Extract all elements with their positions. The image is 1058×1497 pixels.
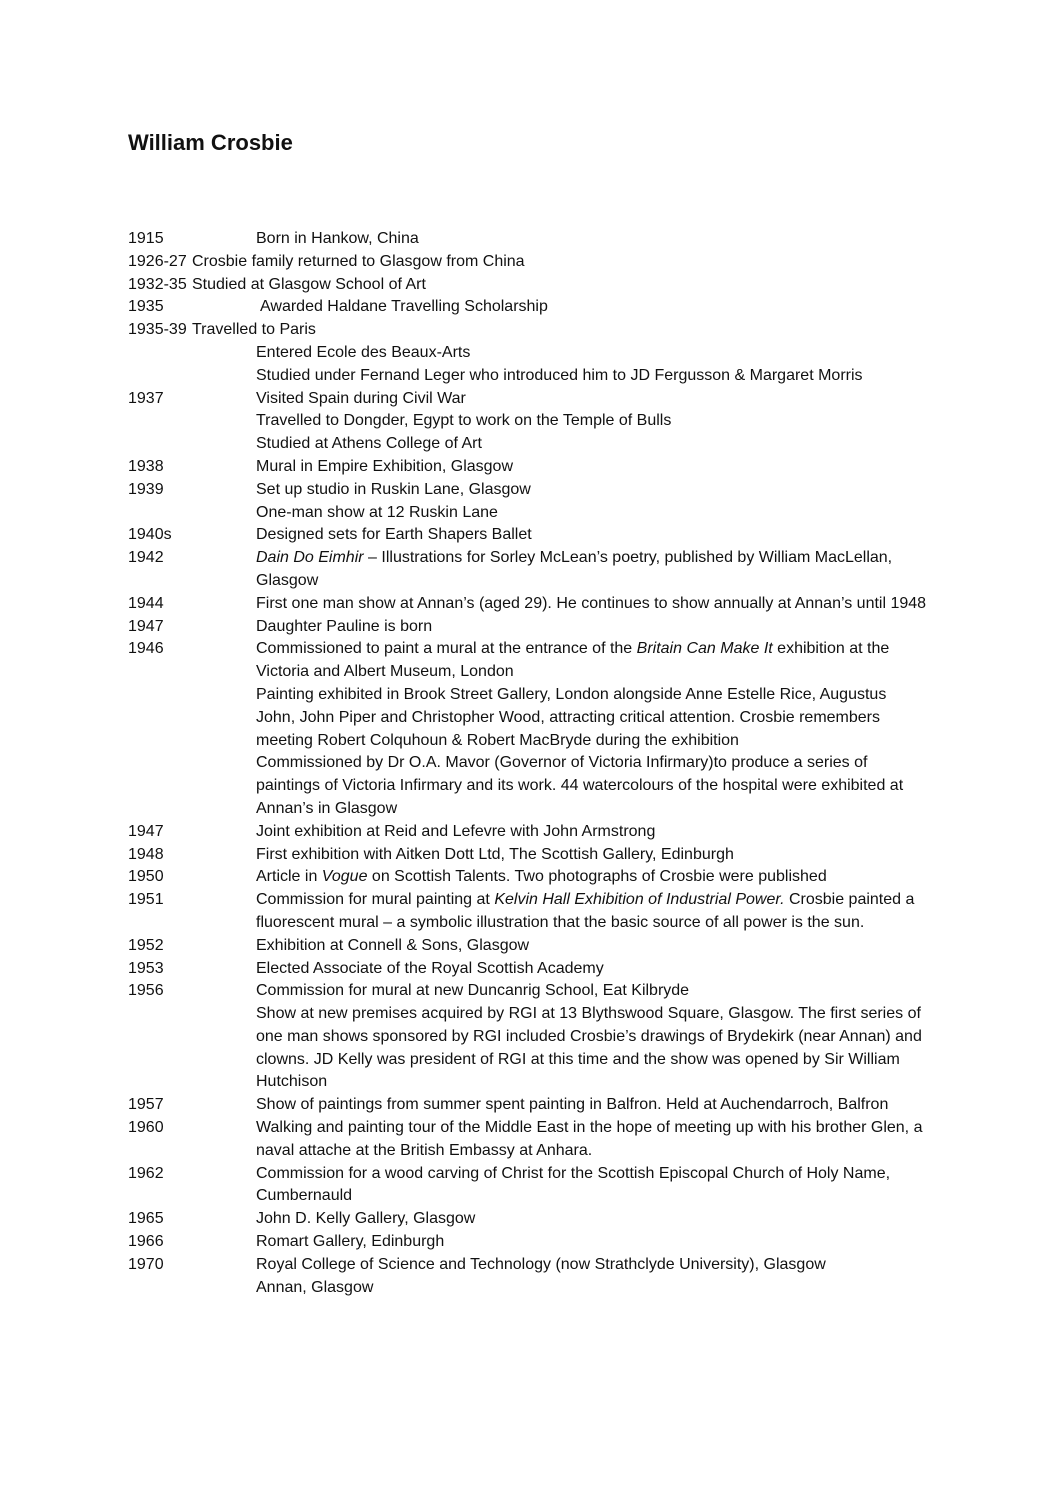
entry-year: 1940s	[128, 526, 172, 544]
entry-text: Studied at Glasgow School of Art	[192, 275, 426, 293]
entry-year	[128, 1277, 256, 1300]
timeline-entry	[128, 638, 928, 684]
timeline-entry	[128, 274, 928, 297]
entry-text: Royal College of Science and Technology (now Strathclyde University), Glasgow	[256, 1255, 826, 1273]
entry-text-italic: Kelvin Hall Exhibition of Industrial Power.	[494, 891, 785, 909]
timeline-entry	[128, 228, 928, 251]
timeline-entry	[128, 1208, 928, 1231]
entry-year	[128, 1003, 256, 1026]
entry-year: 1935	[128, 298, 164, 316]
entry-year: 1970	[128, 1255, 164, 1273]
entry-text-rest: Crosbie painted a fluorescent mural – a symbolic illustration that the basic source of all power is the sun.	[256, 891, 915, 931]
entry-year	[128, 365, 256, 388]
entry-text: Commission for mural at new Duncanrig School, Eat Kilbryde	[256, 982, 690, 1000]
entry-year: 1942	[128, 549, 164, 567]
entry-year: 1965	[128, 1210, 164, 1228]
entry-text-rest: exhibition at the Victoria and Albert Museum, London	[256, 640, 890, 681]
entry-text: Joint exhibition at Reid and Lefevre with John Armstrong	[256, 822, 656, 840]
entry-year: 1946	[128, 640, 164, 658]
entry-text: Studied at Athens College of Art	[256, 435, 482, 453]
entry-text: Painting exhibited in Brook Street Gallery, London alongside Anne Estelle Rice, Augustus John, John Piper and Christopher Wood, attracting critical attention. Crosbie remembers meeting Robert Colquhoun & Robert MacBryde during the exhibition	[256, 685, 887, 749]
timeline-entry	[128, 1003, 928, 1094]
timeline-entry	[128, 365, 928, 388]
timeline-entry	[128, 524, 928, 547]
entry-text-rest: – Illustrations for Sorley McLean’s poetry, published by William MacLellan, Glasgow	[256, 549, 893, 589]
entry-year: 1939	[128, 480, 164, 498]
entry-text: Romart Gallery, Edinburgh	[256, 1233, 445, 1251]
entry-year: 1938	[128, 457, 164, 475]
timeline-entry	[128, 479, 928, 502]
entry-text: Exhibition at Connell & Sons, Glasgow	[256, 936, 530, 954]
timeline-entry	[128, 319, 928, 342]
entry-year	[128, 410, 256, 433]
page-title: William Crosbie	[128, 130, 293, 155]
entry-text-lead: Article in	[256, 868, 322, 886]
entry-text-lead: Commission for mural painting at	[256, 891, 495, 909]
timeline-entry	[128, 1254, 928, 1277]
entry-text-italic: Dain Do Eimhir	[256, 549, 364, 567]
entry-text: Annan, Glasgow	[256, 1278, 374, 1296]
entry-year	[128, 342, 256, 365]
entry-text: Set up studio in Ruskin Lane, Glasgow	[256, 480, 531, 498]
entry-year: 1944	[128, 594, 164, 612]
timeline-entry	[128, 1231, 928, 1254]
entry-text: Mural in Empire Exhibition, Glasgow	[256, 457, 513, 475]
entry-year: 1952	[128, 936, 164, 954]
timeline-entry	[128, 342, 928, 365]
timeline-entry	[128, 684, 928, 752]
entry-year: 1960	[128, 1119, 164, 1137]
timeline-entry	[128, 502, 928, 525]
timeline-entry	[128, 456, 928, 479]
entry-text: Show of paintings from summer spent painting in Balfron. Held at Auchendarroch, Balfron	[256, 1096, 889, 1114]
entry-year: 1937	[128, 389, 164, 407]
entry-year: 1953	[128, 959, 164, 977]
entry-text: Commissioned by Dr O.A. Mavor (Governor of Victoria Infirmary)to produce a series of paintings of Victoria Infirmary and its work. 44 watercolours of the hospital were exhibited at Annan’s in Glasgow	[256, 754, 904, 817]
entry-text: Awarded Haldane Travelling Scholarship	[260, 298, 548, 316]
timeline-entry	[128, 844, 928, 867]
entry-year	[128, 684, 256, 707]
timeline-entry	[128, 821, 928, 844]
timeline-entry	[128, 935, 928, 958]
timeline-entry	[128, 547, 928, 593]
entry-text: Travelled to Paris	[192, 321, 316, 339]
timeline-entry	[128, 296, 928, 319]
entry-year: 1962	[128, 1164, 164, 1182]
timeline-entry	[128, 616, 928, 639]
entry-text: Studied under Fernand Leger who introduced him to JD Fergusson & Margaret Morris	[256, 366, 863, 384]
entry-year	[128, 502, 256, 525]
timeline-entry	[128, 388, 928, 411]
entry-text: Commission for a wood carving of Christ for the Scottish Episcopal Church of Holy Name, Cumbernauld	[256, 1164, 891, 1205]
timeline-entry	[128, 889, 928, 935]
timeline-entry	[128, 958, 928, 981]
timeline-entry	[128, 593, 928, 616]
timeline-entry	[128, 433, 928, 456]
timeline-entry	[128, 1094, 928, 1117]
entry-text: One-man show at 12 Ruskin Lane	[256, 503, 498, 521]
entry-text: Elected Associate of the Royal Scottish Academy	[256, 959, 604, 977]
entry-text	[256, 547, 928, 593]
entry-text-rest: on Scottish Talents. Two photographs of Crosbie were published	[367, 868, 827, 886]
timeline-entry	[128, 752, 928, 820]
entry-text: Daughter Pauline is born	[256, 617, 433, 635]
entry-year: 1932-35	[128, 275, 187, 293]
entry-text	[256, 638, 928, 684]
entry-text-italic: Britain Can Make It	[636, 640, 773, 658]
entry-text: Crosbie family returned to Glasgow from China	[192, 252, 525, 270]
entry-year: 1915	[128, 230, 164, 247]
timeline-list	[128, 228, 928, 1299]
entry-text: Travelled to Dongder, Egypt to work on the Temple of Bulls	[256, 412, 672, 430]
entry-year	[128, 433, 256, 456]
timeline-entry	[128, 980, 928, 1003]
entry-text: Show at new premises acquired by RGI at 13 Blythswood Square, Glasgow. The first series of one man shows sponsored by RGI included Crosbie’s drawings of Brydekirk (near Annan) and clowns. JD Kelly was president of RGI at this time and the show was opened by Sir William Hutchison	[256, 1005, 922, 1091]
entry-year: 1947	[128, 617, 164, 635]
entry-year: 1935-39	[128, 321, 187, 339]
entry-text	[256, 866, 928, 889]
entry-year: 1948	[128, 845, 164, 863]
entry-year: 1947	[128, 822, 164, 840]
timeline-entry	[128, 251, 928, 274]
entry-text: John D. Kelly Gallery, Glasgow	[256, 1210, 476, 1228]
timeline-entry	[128, 866, 928, 889]
timeline-entry	[128, 1117, 928, 1163]
entry-text-italic: Vogue	[321, 868, 368, 886]
timeline-entry	[128, 410, 928, 433]
entry-year	[128, 752, 256, 775]
entry-text: Entered Ecole des Beaux-Arts	[256, 343, 471, 361]
timeline-entry	[128, 1163, 928, 1209]
timeline-entry	[128, 1277, 928, 1300]
entry-year: 1956	[128, 982, 164, 1000]
entry-text: Walking and painting tour of the Middle East in the hope of meeting up with his brother Glen, a naval attache at the British Embassy at Anhara.	[256, 1119, 923, 1159]
entry-text	[256, 889, 928, 935]
entry-text: Visited Spain during Civil War	[256, 389, 466, 407]
entry-year: 1957	[128, 1096, 164, 1114]
entry-year: 1926-27	[128, 252, 187, 270]
entry-text: Born in Hankow, China	[256, 230, 419, 247]
entry-year: 1950	[128, 868, 164, 886]
entry-text: Designed sets for Earth Shapers Ballet	[256, 526, 532, 544]
entry-year: 1951	[128, 891, 164, 909]
entry-text: First exhibition with Aitken Dott Ltd, The Scottish Gallery, Edinburgh	[256, 845, 734, 863]
entry-text-lead: Commissioned to paint a mural at the entrance of the	[256, 640, 637, 658]
entry-year: 1966	[128, 1233, 164, 1251]
entry-text: First one man show at Annan’s (aged 29). He continues to show annually at Annan’s until 1948	[256, 594, 927, 612]
